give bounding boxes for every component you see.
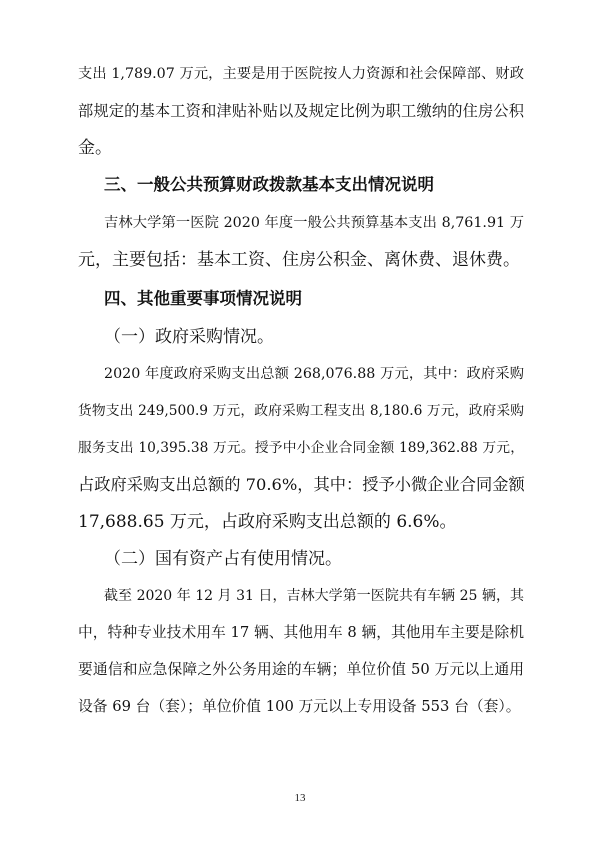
section-3-heading: 三、一般公共预算财政拨款基本支出情况说明 <box>104 175 434 194</box>
paragraph-line: 占政府采购支出总额的 70.6%，其中：授予小微企业合同金额 <box>78 475 525 494</box>
paragraph-line: 中，特种专业技术用车 17 辆、其他用车 8 辆，其他用车主要是除机 <box>78 624 524 641</box>
paragraph-line: 吉林大学第一医院 2020 年度一般公共预算基本支出 8,761.91 万 <box>104 215 524 231</box>
paragraph-line: 部规定的基本工资和津贴补贴以及规定比例为职工缴纳的住房公积 <box>78 102 524 120</box>
subsection-1-title: （一）政府采购情况。 <box>104 327 274 347</box>
paragraph-line: 金。 <box>78 138 112 158</box>
paragraph-line: 服务支出 10,395.38 万元。授予中小企业合同金额 189,362.88 万元， <box>78 440 524 456</box>
paragraph-line: 设备 69 台（套）；单位价值 100 万元以上专用设备 553 台（套）。 <box>78 698 521 715</box>
paragraph-line: 货物支出 249,500.9 万元，政府采购工程支出 8,180.6 万元，政府采购 <box>78 403 524 419</box>
subsection-2-title: （二）国有资产占有使用情况。 <box>104 549 342 569</box>
paragraph-line: 2020 年度政府采购支出总额 268,076.88 万元，其中：政府采购 <box>104 366 524 382</box>
paragraph-line: 截至 2020 年 12 月 31 日，吉林大学第一医院共有车辆 25 辆，其 <box>104 588 524 604</box>
paragraph-line: 要通信和应急保障之外公务用途的车辆；单位价值 50 万元以上通用 <box>78 661 524 678</box>
paragraph-line: 17,688.65 万元，占政府采购支出总额的 6.6%。 <box>78 512 457 532</box>
paragraph-line: 支出 1,789.07 万元，主要是用于医院按人力资源和社会保障部、财政 <box>78 66 524 82</box>
paragraph-line: 元，主要包括：基本工资、住房公积金、离休费、退休费。 <box>78 250 520 270</box>
section-4-heading: 四、其他重要事项情况说明 <box>104 289 302 308</box>
page-number: 13 <box>294 792 306 804</box>
